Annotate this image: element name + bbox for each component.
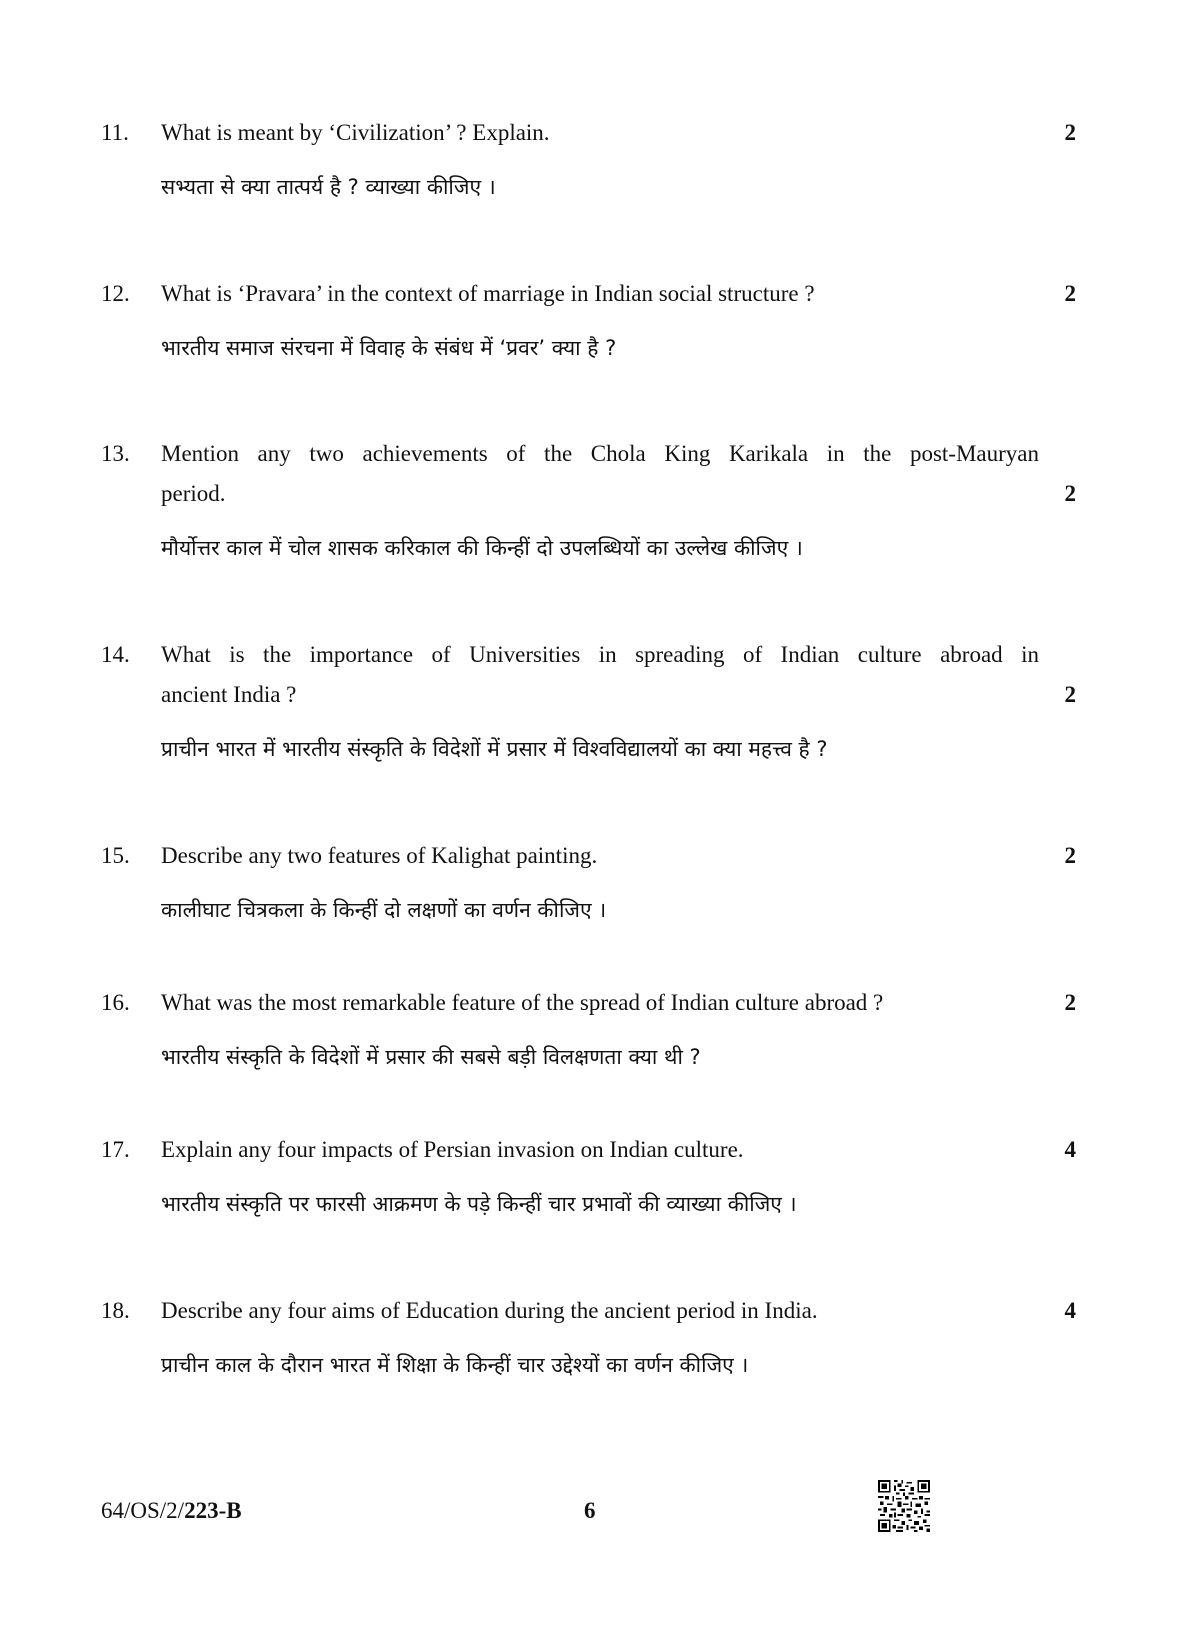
question-text: What is ‘Pravara’ in the context of marriage in Indian social structure ? bbox=[161, 281, 815, 306]
question-text-line-1: Mention any two achievements of the Chola King Karikala in the post-Mauryan bbox=[161, 441, 1039, 466]
question-number: 13. bbox=[101, 441, 130, 466]
question-marks: 2 bbox=[1064, 990, 1076, 1015]
paper-code-suffix: 223-B bbox=[184, 1498, 242, 1523]
question-text-hindi: प्राचीन भारत में भारतीय संस्कृति के विदेशों में प्रसार में विश्वविद्यालयों का क्या महत्त्व है ? bbox=[161, 737, 828, 761]
question-text-hindi: भारतीय समाज संरचना में विवाह के संबंध में ‘प्रवर’ क्या है ? bbox=[161, 336, 617, 360]
question-text: Explain any four impacts of Persian invasion on Indian culture. bbox=[161, 1137, 744, 1162]
question-marks: 2 bbox=[1064, 481, 1076, 506]
question-text: Describe any four aims of Education during the ancient period in India. bbox=[161, 1298, 818, 1323]
question-text-line-2: period. bbox=[161, 481, 226, 506]
question-number: 14. bbox=[101, 642, 130, 667]
question-marks: 2 bbox=[1064, 120, 1076, 145]
question-number: 12. bbox=[101, 281, 130, 306]
question-text-hindi: भारतीय संस्कृति पर फारसी आक्रमण के पड़े किन्हीं चार प्रभावों की व्याख्या कीजिए । bbox=[161, 1192, 797, 1216]
question-text: What was the most remarkable feature of the spread of Indian culture abroad ? bbox=[161, 990, 884, 1015]
qr-code-icon bbox=[878, 1480, 930, 1532]
question-text-line-2: ancient India ? bbox=[161, 682, 297, 707]
question-number: 11. bbox=[101, 120, 129, 145]
question-text-hindi: सभ्यता से क्या तात्पर्य है ? व्याख्या कीजिए । bbox=[161, 175, 496, 199]
question-marks: 2 bbox=[1064, 843, 1076, 868]
page-number: 6 bbox=[584, 1498, 596, 1523]
question-marks: 4 bbox=[1064, 1137, 1076, 1162]
question-number: 16. bbox=[101, 990, 130, 1015]
question-marks: 2 bbox=[1064, 281, 1076, 306]
question-number: 17. bbox=[101, 1137, 130, 1162]
question-marks: 2 bbox=[1064, 682, 1076, 707]
question-text-hindi: भारतीय संस्कृति के विदेशों में प्रसार की सबसे बड़ी विलक्षणता क्या थी ? bbox=[161, 1045, 701, 1069]
question-text-hindi: प्राचीन काल के दौरान भारत में शिक्षा के किन्हीं चार उद्देश्यों का वर्णन कीजिए । bbox=[161, 1353, 749, 1377]
question-text: What is meant by ‘Civilization’ ? Explain. bbox=[161, 120, 550, 145]
question-text: Describe any two features of Kalighat painting. bbox=[161, 843, 598, 868]
question-marks: 4 bbox=[1064, 1298, 1076, 1323]
question-number: 18. bbox=[101, 1298, 130, 1323]
question-text-line-1: What is the importance of Universities in spreading of Indian culture abroad in bbox=[161, 642, 1039, 667]
question-text-hindi: मौर्योत्तर काल में चोल शासक करिकाल की किन्हीं दो उपलब्धियों का उल्लेख कीजिए । bbox=[161, 536, 803, 560]
question-number: 15. bbox=[101, 843, 130, 868]
question-text-hindi: कालीघाट चित्रकला के किन्हीं दो लक्षणों का वर्णन कीजिए । bbox=[161, 898, 607, 922]
paper-code-prefix: 64/OS/2/ bbox=[101, 1498, 185, 1523]
paper-code bbox=[101, 1496, 242, 1526]
